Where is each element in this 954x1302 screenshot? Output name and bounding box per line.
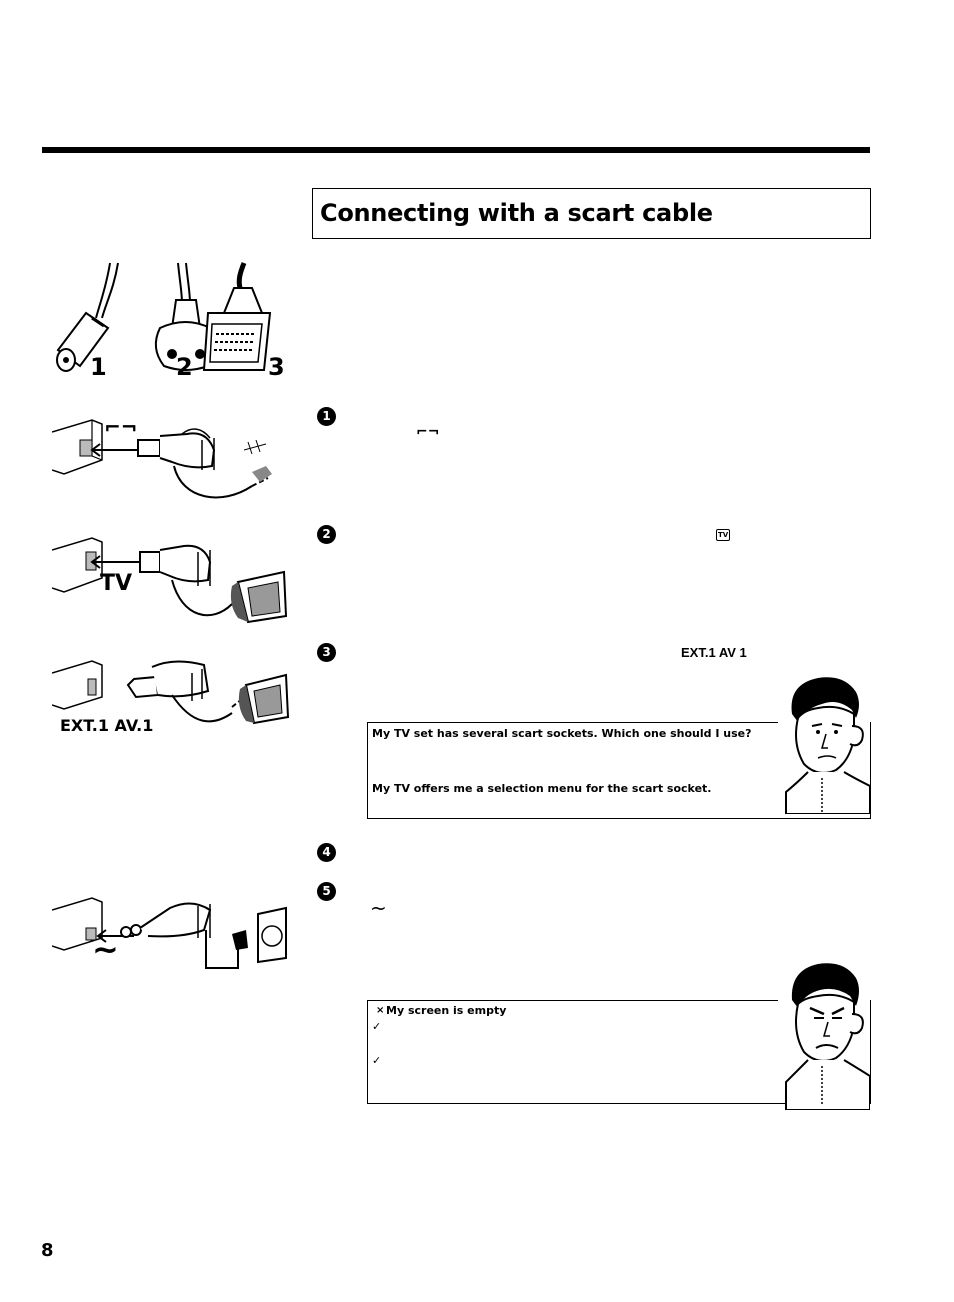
page-number: 8 xyxy=(41,1240,54,1261)
title-box xyxy=(312,188,871,239)
tip-question-2: My TV offers me a selection menu for the scart socket. xyxy=(372,782,712,795)
ext-av-label: EXT.1 AV.1 xyxy=(60,716,154,735)
tip-problem: My screen is empty xyxy=(386,1004,507,1017)
cables-illustration xyxy=(48,258,288,383)
check-mark-1: ✓ xyxy=(372,1020,382,1033)
cable-label-3: 3 xyxy=(268,353,285,381)
step-number-5: 5 xyxy=(317,882,336,901)
check-mark-2: ✓ xyxy=(372,1054,382,1067)
socket-label: EXT.1 AV 1 xyxy=(681,645,747,660)
mains-connection-illustration xyxy=(52,890,292,975)
svg-text:~: ~ xyxy=(92,930,119,968)
step-number-3: 3 xyxy=(317,643,336,662)
thinking-man-illustration xyxy=(778,674,870,818)
mains-symbol: ~ xyxy=(370,896,387,920)
step-number-4: 4 xyxy=(317,843,336,862)
top-rule xyxy=(42,147,870,153)
tip-question-1: My TV set has several scart sockets. Which one should I use? xyxy=(372,727,752,740)
page-title: Connecting with a scart cable xyxy=(320,199,713,227)
antenna-symbol: ⌐¬ xyxy=(416,424,440,440)
antenna-symbol-label: ⌐¬ xyxy=(104,415,138,439)
tv-symbol: TV xyxy=(718,531,729,539)
frustrated-man-illustration xyxy=(778,960,870,1114)
step-number-2: 2 xyxy=(317,525,336,544)
scart-connection-illustration xyxy=(52,655,292,740)
cable-label-2: 2 xyxy=(176,353,193,381)
tv-symbol-label: TV xyxy=(100,571,133,596)
step-number-1: 1 xyxy=(317,407,336,426)
antenna-connection-illustration xyxy=(52,410,282,518)
tv-connection-illustration xyxy=(52,528,287,628)
cable-label-1: 1 xyxy=(90,353,107,381)
problem-mark: × xyxy=(376,1005,385,1016)
